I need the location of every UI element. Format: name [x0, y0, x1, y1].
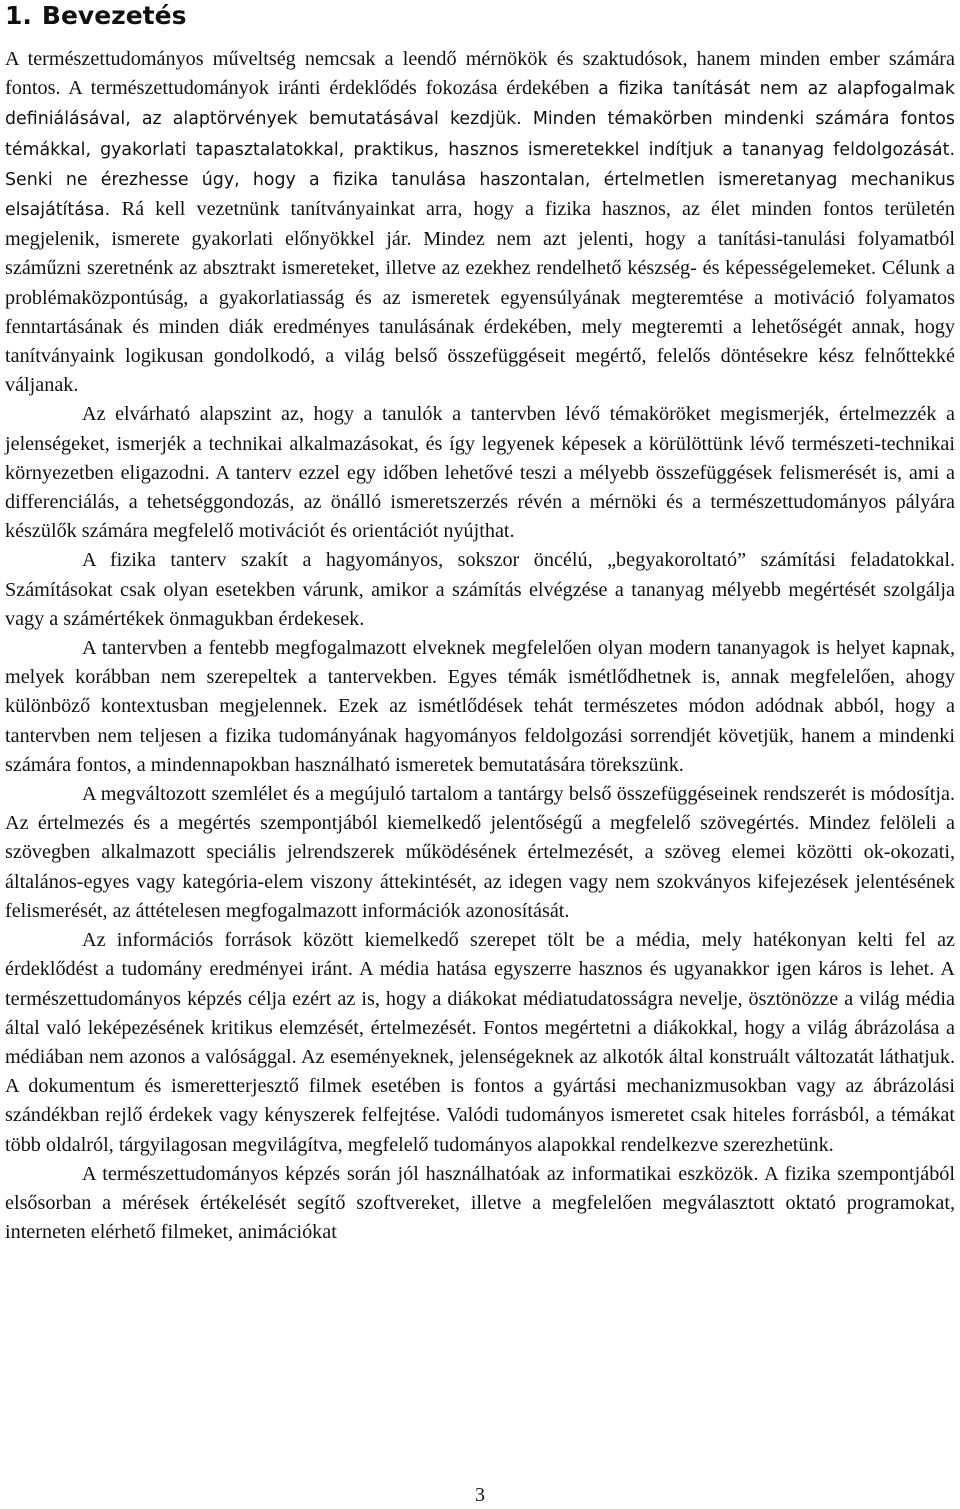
- paragraph: [5, 780, 955, 926]
- paragraph-text-run: A megváltozott szemlélet és a megújuló tartalom a tantárgy belső összefüggéseinek rendszerét is módosítja. Az értelmezés és a megértés szempontjából kiemelkedő jelentőségű a megfelelő szövegértés. Mindez felöleli a szövegben alkalmazott speciális jelrendszerek működésének értelmezését, a szöveg elemei közötti ok-okozati, általános-egyes vagy kategória-elem viszony áttekintését, az idegen vagy nem szokványos kifejezések jelentésének felismerését, az áttételesen megfogalmazott információk azonosítását.: [5, 783, 955, 922]
- paragraph: [5, 1160, 955, 1248]
- document-page: [5, 0, 955, 1247]
- paragraph-text-run: A természettudományos képzés során jól használhatóak az informatikai eszközök. A fizika szempontjából elsősorban a mérések értékelését segítő szoftvereket, illetve a megfelelően megválasztott oktató programokat, interneten elérhető filmeket, animációkat: [5, 1162, 955, 1244]
- paragraph-text-run: A természettudományos műveltség nemcsak a leendő mérnökök és szaktudósok, hanem minden ember számára fontos. A természettudományok iránti érdeklődés fokozása érdekében: [5, 48, 955, 100]
- paragraph: [5, 926, 955, 1160]
- paragraph-text-run: Rá kell vezetnünk tanítványainkat arra, hogy a fizika hasznos, az élet minden fontos területén megjelenik, ismerete gyakorlati előnyökkel jár. Mindez nem azt jelenti, hogy a tanítási-tanulási folyamatból száműzni szeretnénk az absztrakt ismereteket, illetve az ezekhez rendelhető készség- és képességelemeket. Célunk a problémaközpontúság, a gyakorlatiasság és az ismeretek egyensúlyának megteremtése a motiváció folyamatos fenntartásának és minden diák eredményes tanulásának érdekében, mely megteremti a lehetőségét annak, hogy tanítványaink logikusan gondolkodó, a világ belső összefüggéseit megértő, felelős döntésekre kész felnőttekké váljanak.: [5, 198, 955, 397]
- paragraph-text-run: A tantervben a fentebb megfogalmazott elveknek megfelelően olyan modern tananyagok is helyet kapnak, melyek korábban nem szerepeltek a tantervekben. Egyes témák ismétlődhetnek is, annak megfelelően, ahogy különböző kontextusban megjelennek. Ezek az ismétlődések tehát természetes módon adódnak abból, hogy a tantervben nem teljesen a fizika tudományának hagyományos feldolgozási sorrendjét követjük, hanem a mindenki számára fontos, a mindennapokban használható ismeretek bemutatására törekszünk.: [5, 637, 955, 776]
- paragraph: [5, 634, 955, 780]
- paragraph-text-run: Az elvárható alapszint az, hogy a tanulók a tantervben lévő témaköröket megismerjék, értelmezzék a jelenségeket, ismerjék a technikai alkalmazásokat, és így legyenek képesek a körülöttünk lévő természeti-technikai környezetben eligazodni. A tanterv ezzel egy időben lehetővé teszi a mélyebb összefüggések felismerését is, ami a differenciálás, a tehetséggondozás, az önálló ismeretszerzés révén a mérnöki és a természettudományos pályára készülők számára megfelelő motivációt és orientációt nyújthat.: [5, 403, 955, 543]
- paragraph: [5, 546, 955, 634]
- section-number: 1.: [5, 1, 32, 30]
- page-number: 3: [475, 1484, 485, 1506]
- paragraph-text-run: Az információs források között kiemelkedő szerepet tölt be a média, mely hatékonyan kelti fel az érdeklődést a tudomány eredményei iránt. A média hatása egyszerre hasznos és ugyanakkor igen káros is lehet. A természettudományos képzés célja ezért az is, hogy a diákokat médiatudatosságra nevelje, ösztönözze a világ média által való leképezésének kritikus elemzését, értelmezését. Fontos megértetni a diákokkal, hogy a világ ábrázolása a médiában nem azonos a valósággal. Az eseményeknek, jelenségeknek az alkotók által konstruált változatát láthatjuk. A dokumentum és ismeretterjesztő filmek esetében is fontos a gyártási mechanizmusokban vagy az ábrázolási szándékban rejlő érdekek vagy kényszerek felfejtése. Valódi tudományos ismeretet csak hiteles forrásból, a témákat több oldalról, tárgyilagosan megvilágítva, megfelelő tudományos alapokkal rendelkezve szerezhetünk.: [5, 929, 955, 1156]
- paragraph: [5, 400, 955, 546]
- paragraph-text-run: a fizika tanítását nem az alapfogalmak definiálásával, az alaptörvények bemutatásával kezdjük. Minden témakörben mindenki számára fontos témákkal, gyakorlati tapasztalatokkal, praktikus, hasznos ismeretekkel indítjuk a tananyag feldolgozását. Senki ne érezhesse úgy, hogy a fizika tanulása haszontalan, értelmetlen ismeretanyag mechanikus elsajátítása.: [5, 79, 955, 221]
- section-heading: [5, 0, 955, 45]
- paragraph-text-run: A fizika tanterv szakít a hagyományos, sokszor öncélú, „begyakoroltató” számítási feladatokkal. Számításokat csak olyan esetekben várunk, amikor a számítás elvégzése a tananyag mélyebb megértését szolgálja vagy a számértékek önmagukban érdekesek.: [5, 549, 955, 630]
- paragraph: [5, 45, 955, 400]
- body-text: [5, 45, 955, 1247]
- section-title: Bevezetés: [41, 1, 187, 30]
